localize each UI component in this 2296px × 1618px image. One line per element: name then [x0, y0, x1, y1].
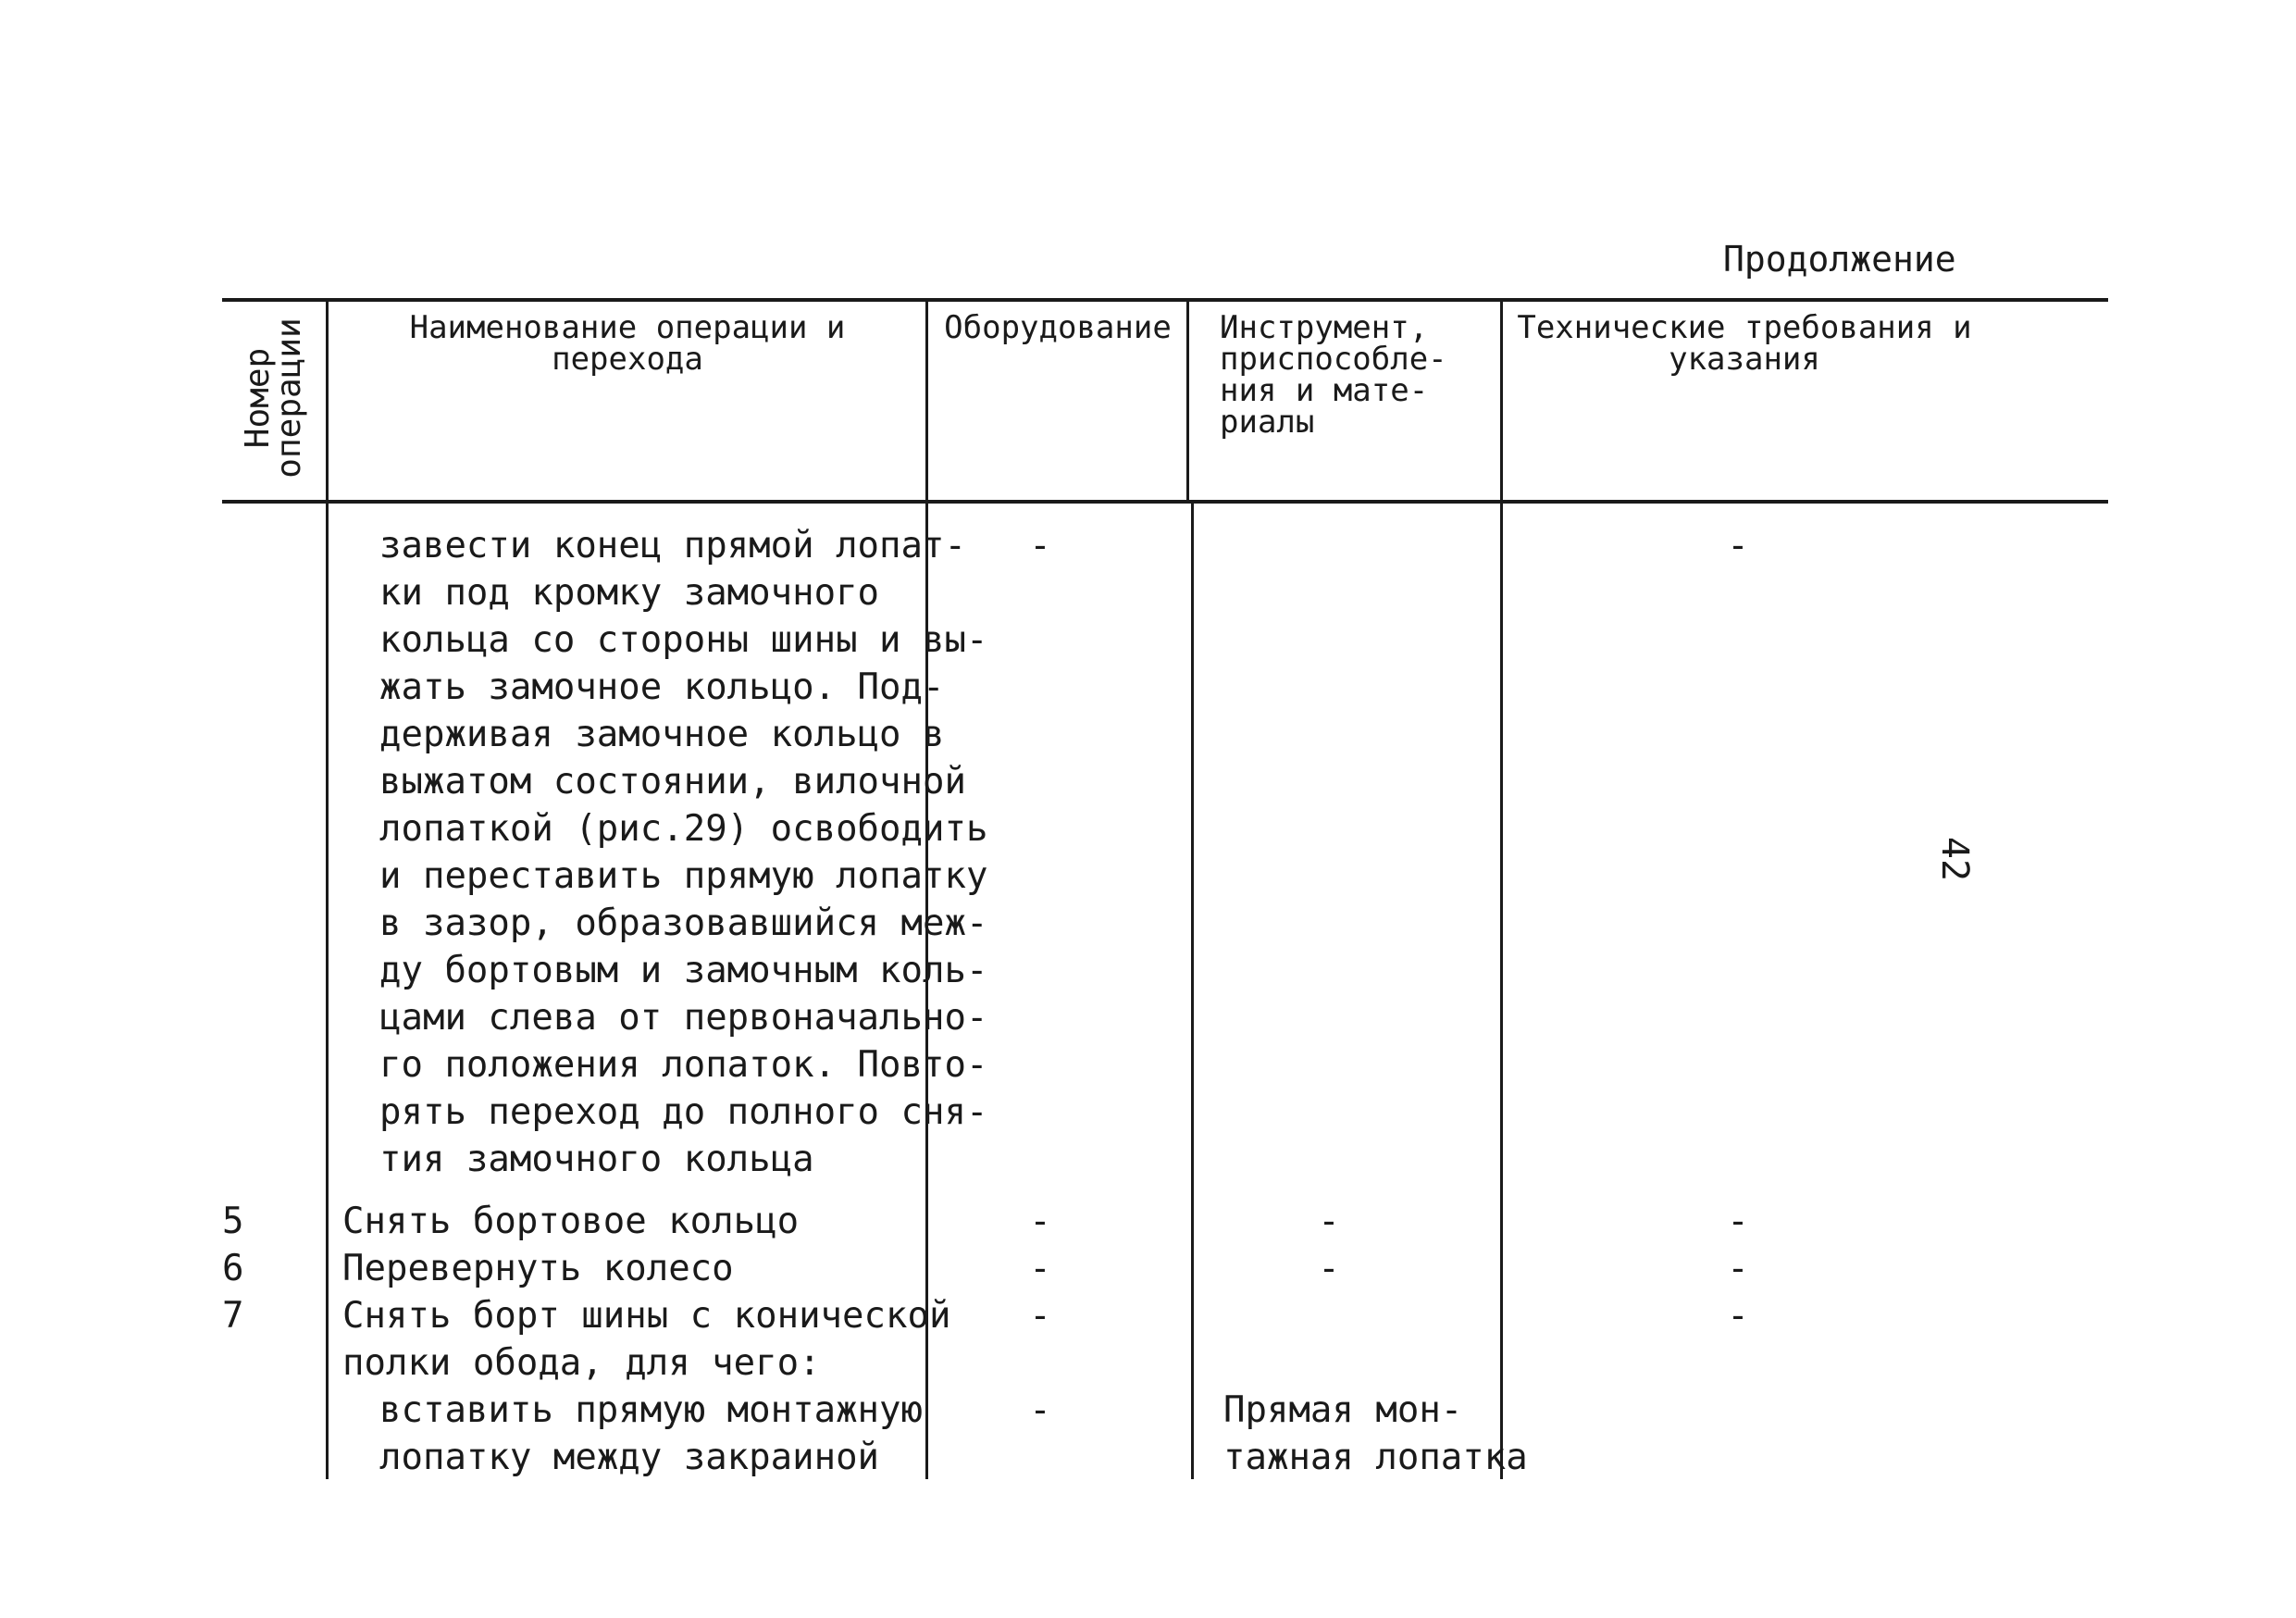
continued-step-line: держивая замочное кольцо в	[379, 714, 945, 755]
operation-name-line2: полки обода, для чего:	[342, 1342, 821, 1384]
continued-step-line: жать замочное кольцо. Под-	[379, 666, 945, 708]
substep-line2: лопатку между закраиной	[379, 1437, 880, 1478]
operation-tools: -	[1318, 1201, 1340, 1242]
body-divider-4	[1500, 502, 1503, 1479]
header-divider-2	[925, 298, 928, 502]
continued-step-line: го положения лопаток. Повто-	[379, 1044, 988, 1086]
operation-equipment: -	[1029, 1295, 1051, 1337]
table-top-rule	[222, 298, 2108, 302]
header-tools-line3: ния и мате-	[1220, 372, 1429, 409]
header-divider-1	[326, 298, 329, 502]
continued-step-line: завести конец прямой лопат-	[379, 525, 966, 566]
continued-step-line: лопаткой (рис.29) освободить	[379, 808, 988, 850]
header-requirements-line2: указания	[1669, 341, 1820, 378]
header-tools-line2: приспособле-	[1220, 341, 1447, 378]
continued-step-equipment: -	[1029, 525, 1051, 566]
continued-step-line: рять переход до полного сня-	[379, 1091, 988, 1133]
header-tools-line1: Инструмент,	[1220, 309, 1429, 346]
operation-requirements: -	[1727, 1295, 1749, 1337]
substep-tools-line2: тажная лопатка	[1223, 1437, 1528, 1478]
operation-number: 7	[222, 1295, 244, 1337]
operation-requirements: -	[1727, 1201, 1749, 1242]
body-divider-1	[326, 502, 329, 1479]
operation-equipment: -	[1029, 1201, 1051, 1242]
header-divider-4	[1500, 298, 1503, 502]
continued-step-line: в зазор, образовавшийся меж-	[379, 902, 988, 944]
header-requirements-line1: Технические требования и	[1517, 309, 1972, 346]
continuation-label: Продолжение	[1723, 239, 1956, 280]
operation-name: Перевернуть колесо	[342, 1248, 734, 1289]
continued-step-line: ки под кромку замочного	[379, 572, 880, 614]
header-operation-number: Номер операции	[239, 317, 308, 479]
body-divider-3	[1191, 502, 1194, 1479]
continued-step-line: кольца со стороны шины и вы-	[379, 619, 988, 661]
header-tools-line4: риалы	[1220, 404, 1315, 441]
continued-step-line: ду бортовым и замочным коль-	[379, 950, 988, 991]
substep-line1: вставить прямую монтажную	[379, 1389, 923, 1431]
header-equipment: Оборудование	[944, 309, 1172, 346]
continued-step-line: и переставить прямую лопатку	[379, 855, 988, 897]
continued-step-requirements: -	[1727, 525, 1749, 566]
continued-step-line: выжатом состоянии, вилочной	[379, 761, 966, 803]
substep-tools-line1: Прямая мон-	[1223, 1389, 1463, 1431]
header-operation-name-line2: перехода	[552, 341, 703, 378]
operation-tools: -	[1318, 1248, 1340, 1289]
operation-requirements: -	[1727, 1248, 1749, 1289]
header-divider-3	[1186, 298, 1189, 502]
operation-number: 5	[222, 1201, 244, 1242]
header-operation-name-line1: Наименование операции и	[409, 309, 846, 346]
operation-number: 6	[222, 1248, 244, 1289]
continued-step-line: тия замочного кольца	[379, 1139, 814, 1180]
substep-equipment: -	[1029, 1389, 1051, 1431]
header-bottom-rule	[222, 500, 2108, 504]
page-number: 42	[1933, 836, 1976, 882]
operation-name-line1: Снять борт шины с конической	[342, 1295, 951, 1337]
operation-equipment: -	[1029, 1248, 1051, 1289]
operation-name: Снять бортовое кольцо	[342, 1201, 800, 1242]
continued-step-line: цами слева от первоначально-	[379, 997, 988, 1039]
